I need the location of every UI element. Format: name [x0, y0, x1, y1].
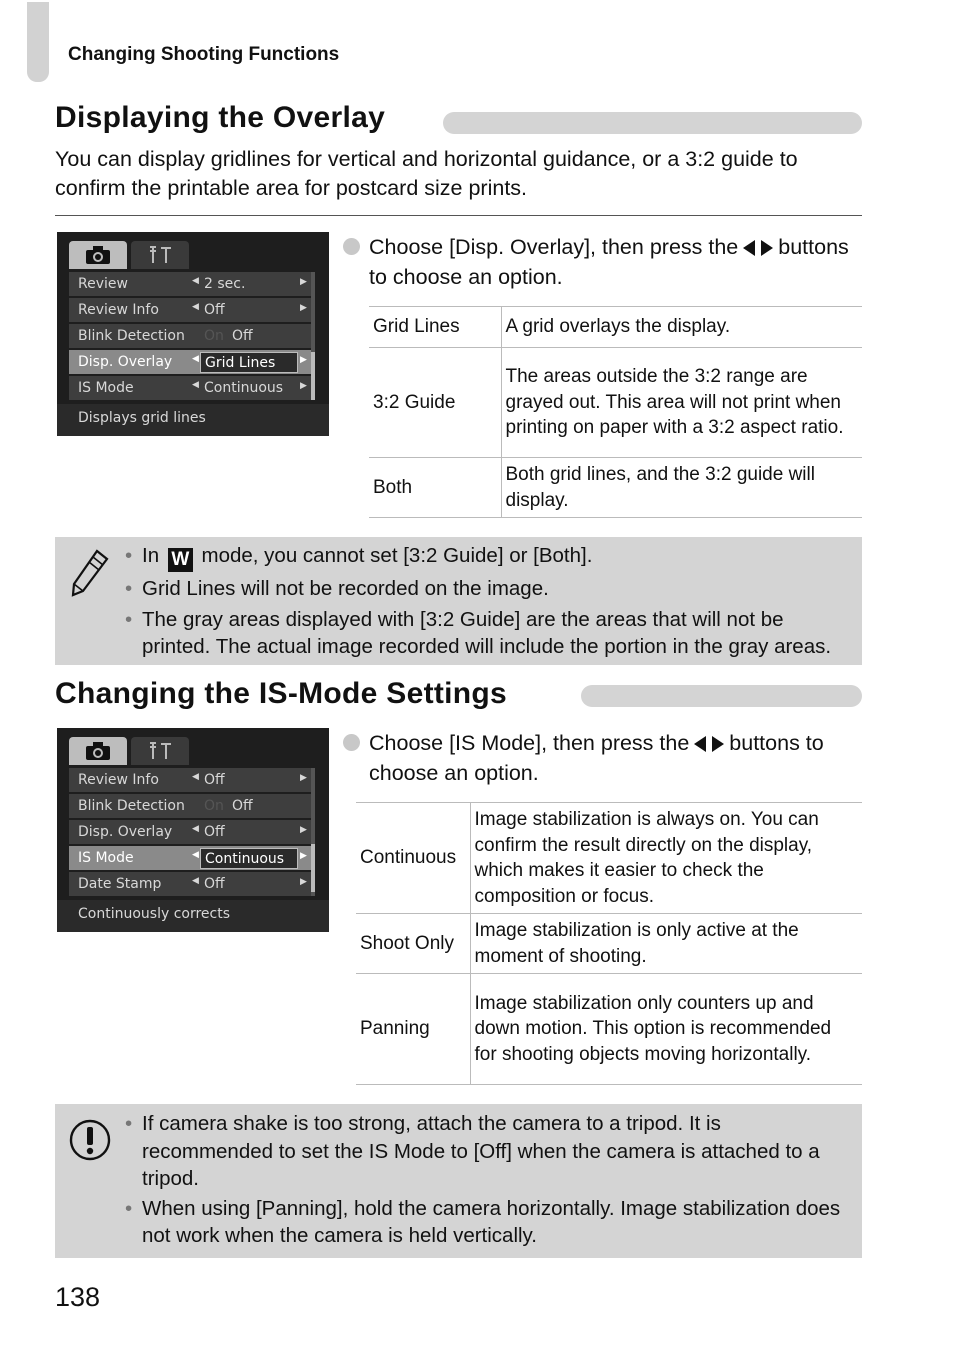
step-bullet-icon: [343, 238, 360, 255]
left-right-arrows-icon: [692, 734, 726, 754]
left-right-arrows-icon: [741, 238, 775, 258]
overlay-options-table: [369, 306, 862, 518]
camera-hint: Continuously corrects: [57, 900, 329, 932]
menu-scrollbar: [311, 272, 315, 400]
menu-row-review-info: Review Info ◀ Off ▶: [69, 298, 313, 322]
overlay-notes-box: [55, 537, 862, 665]
overlay-intro: You can display gridlines for vertical and horizontal guidance, or a 3:2 guide to confirm the printable area for postcard size prints.: [55, 147, 798, 200]
note-item: • In W mode, you cannot set [3:2 Guide] or [Both].: [125, 544, 593, 570]
camera-tab-icon: [69, 737, 127, 765]
camera-hint: Displays grid lines: [57, 404, 329, 436]
section-side-tab: [27, 2, 49, 82]
camera-tab-icon: [69, 241, 127, 269]
caution-item: • If camera shake is too strong, attach the camera to a tripod. It is recommended to set the IS Mode to [Off] when the camera is attached to a tripod.: [125, 1112, 820, 1190]
menu-row-disp-overlay: Disp. Overlay ◀ Grid Lines ▶: [69, 350, 313, 374]
table-row: Panning Image stabilization only counters up and down motion. This option is recommended for shooting objects moving horizontally.: [356, 974, 862, 1085]
title-decor-bar: [443, 112, 862, 134]
menu-row-review: Review ◀ 2 sec. ▶: [69, 272, 313, 296]
menu-scrollbar: [311, 768, 315, 896]
overlay-step: Choose [Disp. Overlay], then press the buttons to choose an option.: [343, 232, 863, 292]
caution-item: • When using [Panning], hold the camera horizontally. Image stabilization does not work when the camera is held vertically.: [125, 1196, 841, 1247]
settings-tab-icon: [131, 737, 189, 765]
table-row: Both Both grid lines, and the 3:2 guide will display.: [369, 458, 862, 518]
step-bullet-icon: [343, 734, 360, 751]
table-row: 3:2 Guide The areas outside the 3:2 range are grayed out. This area will not print when printing on paper with a 3:2 aspect ratio.: [369, 348, 862, 458]
settings-tab-icon: [131, 241, 189, 269]
menu-row-blink-detection: Blink Detection On Off: [69, 324, 313, 348]
camera-screen-disp-overlay: [57, 232, 329, 436]
menu-row-blink-detection: Blink Detection On Off: [69, 794, 313, 818]
menu-row-disp-overlay: Disp. Overlay ◀ Off ▶: [69, 820, 313, 844]
title-decor-bar: [581, 685, 862, 707]
is-mode-step: Choose [IS Mode], then press the buttons to choose an option.: [343, 728, 863, 788]
is-mode-caution-box: [55, 1104, 862, 1258]
note-item: • The gray areas displayed with [3:2 Guide] are the areas that will not be printed. The actual image recorded will include the portion in the gray areas.: [125, 607, 832, 658]
overlay-section-title: Displaying the Overlay: [55, 101, 386, 134]
section-divider: [55, 215, 862, 216]
camera-screen-is-mode: [57, 728, 329, 932]
menu-row-is-mode: IS Mode ◀ Continuous ▶: [69, 846, 313, 870]
is-mode-section-title: Changing the IS-Mode Settings: [55, 677, 508, 710]
table-row: Continuous Image stabilization is always on. You can confirm the result directly on the display, which makes it easier to check the composition or focus.: [356, 803, 862, 914]
menu-row-date-stamp: Date Stamp ◀ Off ▶: [69, 872, 313, 896]
running-head: Changing Shooting Functions: [68, 44, 340, 65]
note-item: • Grid Lines will not be recorded on the image.: [125, 577, 549, 600]
menu-row-is-mode: IS Mode ◀ Continuous ▶: [69, 376, 313, 400]
caution-icon: [69, 1119, 111, 1161]
page-number: 138: [55, 1282, 101, 1312]
table-row: Shoot Only Image stabilization is only active at the moment of shooting.: [356, 914, 862, 974]
pencil-icon: [69, 549, 109, 597]
w-mode-icon: W: [168, 548, 193, 572]
table-row: Grid Lines A grid overlays the display.: [369, 307, 862, 348]
is-mode-options-table: [356, 802, 862, 1085]
menu-row-review-info: Review Info ◀ Off ▶: [69, 768, 313, 792]
